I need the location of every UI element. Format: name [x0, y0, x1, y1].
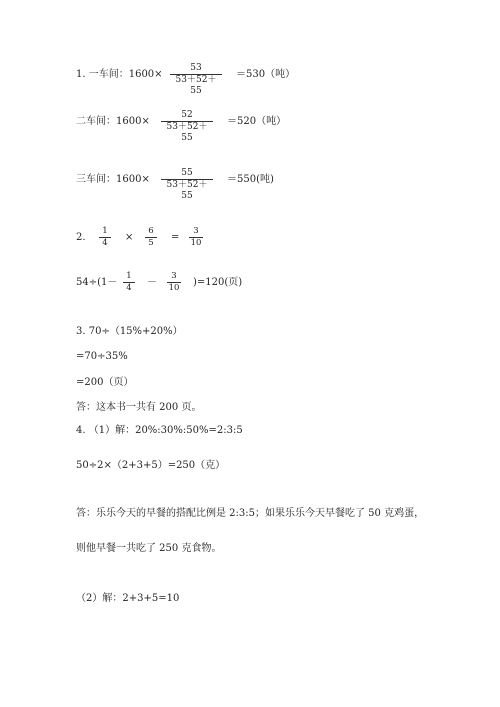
q3-line3: =200（页）	[76, 377, 134, 388]
q1-line2-result: ＝520（吨）	[227, 116, 287, 127]
q1-line1-label: 1. 一车间：1600×	[76, 69, 163, 80]
q4-answer-line1: 答：乐乐今天的早餐的搭配比例是 2:3:5；如果乐乐今天早餐吃了 50 克鸡蛋，	[76, 508, 425, 519]
q2-line1-fraction-2	[145, 226, 157, 249]
numerator: 1	[126, 271, 132, 281]
q4-line1: 4. （1）解：20%:30%:50%=2:3:5	[76, 425, 243, 436]
q1-line2-label: 二车间：1600×	[76, 116, 150, 127]
q1-line1-fraction	[170, 63, 222, 97]
q4-line2: 50÷2×（2+3+5）=250（克）	[76, 460, 226, 471]
denominator: 4	[102, 238, 108, 248]
denominator: 53＋52＋55	[175, 75, 217, 96]
q3-answer: 答：这本书一共有 200 页。	[76, 402, 202, 413]
q2-line1-fraction-3	[189, 226, 203, 249]
denominator: 4	[126, 283, 132, 293]
numerator: 52	[181, 110, 193, 120]
denominator: 10	[190, 238, 202, 248]
q2-line1-label: 2.	[76, 232, 86, 243]
q1-line2-fraction	[161, 110, 213, 144]
numerator: 53	[190, 63, 202, 73]
q2-line2-result: )=120(页)	[193, 277, 243, 288]
q4-answer-line2: 则他早餐一共吃了 250 克食物。	[76, 543, 222, 554]
denominator: 53＋52＋55	[166, 180, 208, 201]
numerator: 6	[148, 226, 154, 236]
q2-line2-fraction-2	[167, 271, 181, 294]
q1-line3-fraction	[161, 168, 213, 202]
q4-part2: （2）解：2+3+5=10	[76, 593, 180, 604]
q2-line2-fraction-1	[123, 271, 135, 294]
q2-line2-label: 54÷(1－	[76, 277, 118, 288]
q2-line2-minus: －	[147, 277, 157, 288]
numerator: 3	[193, 226, 199, 236]
q2-line1-equals: =	[171, 232, 180, 243]
q1-line3-label: 三车间：1600×	[76, 174, 150, 185]
denominator: 5	[148, 238, 154, 248]
denominator: 10	[168, 283, 180, 293]
denominator: 53＋52＋55	[166, 122, 208, 143]
q3-line1: 3. 70÷（15%+20%）	[76, 326, 183, 337]
numerator: 1	[102, 226, 108, 236]
q1-line1-result: ＝530（吨）	[236, 69, 296, 80]
q1-line3-result: ＝550(吨)	[227, 174, 274, 185]
numerator: 3	[171, 271, 177, 281]
q2-line1-fraction-1	[99, 226, 111, 249]
q2-line1-times: ×	[125, 232, 134, 243]
q3-line2: =70÷35%	[76, 351, 128, 362]
numerator: 55	[181, 168, 193, 178]
